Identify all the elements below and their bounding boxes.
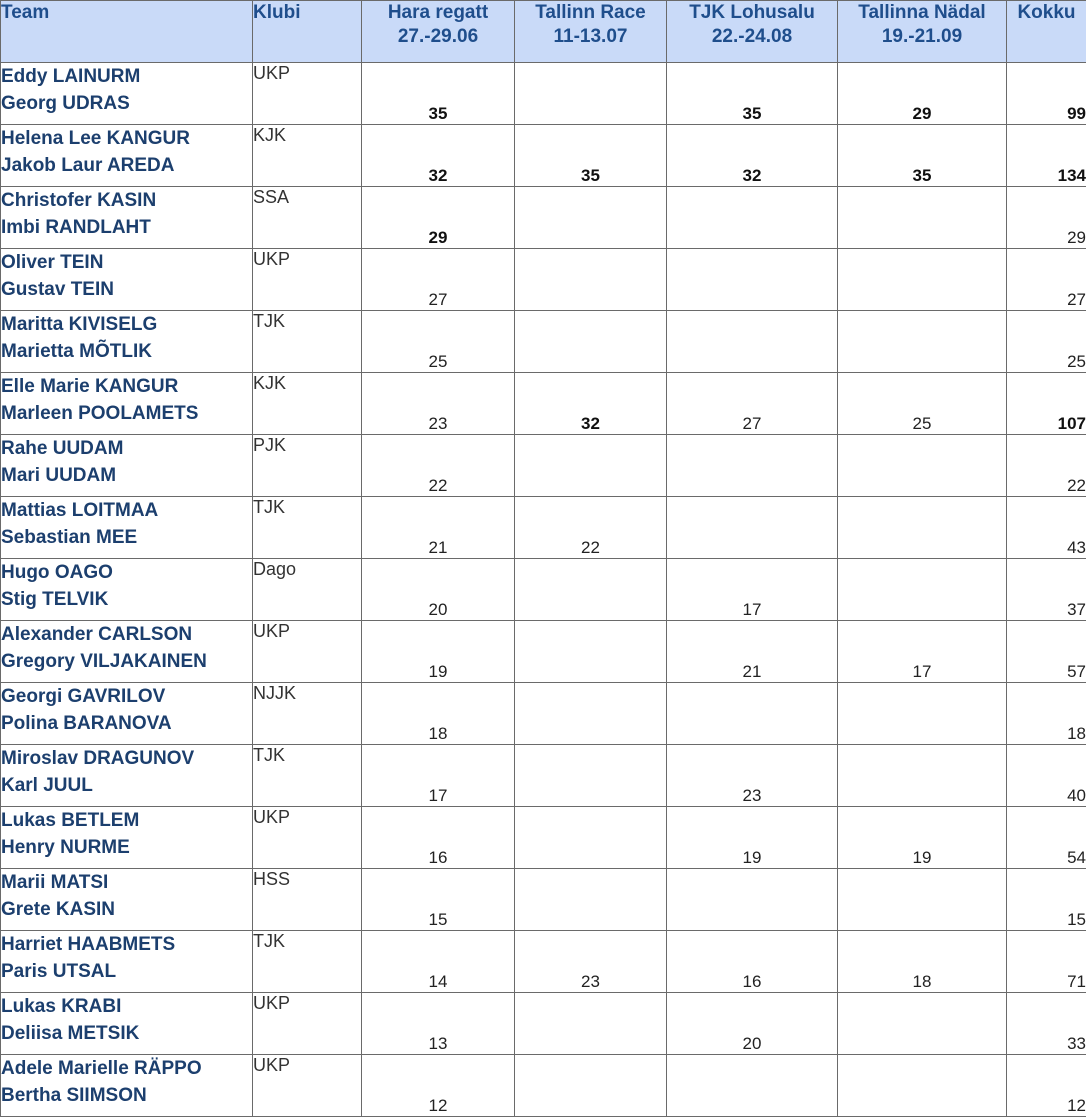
score-cell [515, 249, 667, 311]
sailor-name: Mattias LOITMAA [1, 500, 159, 521]
score-cell: 17 [362, 745, 515, 807]
sailor-name: Gustav TEIN [1, 279, 114, 300]
sailor-name: Oliver TEIN [1, 252, 104, 273]
score-cell: 35 [362, 63, 515, 125]
sailor-name: Alexander CARLSON [1, 624, 193, 645]
table-row [1, 993, 1086, 1055]
score-cell: 27 [667, 373, 838, 435]
team-cell [1, 435, 253, 497]
sailor-name: Eddy LAINURM [1, 66, 141, 87]
sailor-name: Deliisa METSIK [1, 1023, 140, 1044]
total-cell: 12 [1007, 1055, 1086, 1117]
score-cell: 19 [667, 807, 838, 869]
sailor-name: Marii MATSI [1, 872, 109, 893]
club-cell: PJK [253, 435, 362, 497]
score-cell [667, 187, 838, 249]
club-cell: KJK [253, 125, 362, 187]
score-cell: 25 [838, 373, 1007, 435]
team-cell [1, 311, 253, 373]
score-cell: 13 [362, 993, 515, 1055]
total-cell: 71 [1007, 931, 1086, 993]
score-cell [667, 497, 838, 559]
score-cell: 35 [838, 125, 1007, 187]
team-cell [1, 931, 253, 993]
sailor-name: Georgi GAVRILOV [1, 686, 166, 707]
sailor-name: Marleen POOLAMETS [1, 403, 199, 424]
team-cell [1, 63, 253, 125]
score-cell [838, 745, 1007, 807]
sailor-name: Imbi RANDLAHT [1, 217, 151, 238]
club-cell: UKP [253, 249, 362, 311]
score-cell [838, 993, 1007, 1055]
total-cell: 27 [1007, 249, 1086, 311]
score-cell: 16 [667, 931, 838, 993]
team-cell [1, 745, 253, 807]
table-row [1, 621, 1086, 683]
score-cell [515, 1055, 667, 1117]
table-row [1, 125, 1086, 187]
score-cell: 22 [515, 497, 667, 559]
table-row [1, 249, 1086, 311]
sailor-name: Paris UTSAL [1, 961, 117, 982]
score-cell [838, 497, 1007, 559]
sailor-name: Stig TELVIK [1, 589, 109, 610]
score-cell: 19 [362, 621, 515, 683]
team-cell [1, 869, 253, 931]
score-cell [515, 187, 667, 249]
score-cell [515, 311, 667, 373]
score-cell [515, 559, 667, 621]
table-row [1, 745, 1086, 807]
table-row [1, 373, 1086, 435]
total-cell: 107 [1007, 373, 1086, 435]
total-cell: 18 [1007, 683, 1086, 745]
score-cell [838, 869, 1007, 931]
score-cell: 29 [838, 63, 1007, 125]
club-cell: UKP [253, 1055, 362, 1117]
total-cell: 15 [1007, 869, 1086, 931]
club-cell: HSS [253, 869, 362, 931]
score-cell: 23 [362, 373, 515, 435]
club-cell: UKP [253, 993, 362, 1055]
sailor-name: Georg UDRAS [1, 93, 130, 114]
score-cell [515, 435, 667, 497]
event-column-header-tallinna-nadal [838, 1, 1007, 63]
club-cell: KJK [253, 373, 362, 435]
club-cell: UKP [253, 63, 362, 125]
team-cell [1, 497, 253, 559]
team-cell [1, 373, 253, 435]
sailor-name: Polina BARANOVA [1, 713, 172, 734]
table-row [1, 807, 1086, 869]
team-cell [1, 683, 253, 745]
score-cell: 32 [667, 125, 838, 187]
score-cell [515, 63, 667, 125]
score-cell: 20 [667, 993, 838, 1055]
score-cell: 21 [667, 621, 838, 683]
score-cell [515, 621, 667, 683]
table-row [1, 435, 1086, 497]
event-name: Tallinn Race [535, 2, 646, 23]
score-cell: 15 [362, 869, 515, 931]
sailor-name: Henry NURME [1, 837, 130, 858]
score-cell: 21 [362, 497, 515, 559]
event-name: Hara regatt [387, 2, 489, 23]
table-row [1, 1055, 1086, 1117]
score-cell [515, 993, 667, 1055]
score-cell: 25 [362, 311, 515, 373]
team-cell [1, 249, 253, 311]
sailor-name: Karl JUUL [1, 775, 93, 796]
score-cell [838, 249, 1007, 311]
sailor-name: Helena Lee KANGUR [1, 128, 190, 149]
sailor-name: Maritta KIVISELG [1, 314, 158, 335]
score-cell: 23 [515, 931, 667, 993]
total-cell: 54 [1007, 807, 1086, 869]
score-cell [515, 745, 667, 807]
score-cell: 23 [667, 745, 838, 807]
club-cell: UKP [253, 621, 362, 683]
club-column-header: Klubi [253, 1, 362, 63]
score-cell: 32 [362, 125, 515, 187]
team-column-header: Team [1, 1, 253, 63]
sailor-name: Miroslav DRAGUNOV [1, 748, 195, 769]
total-cell: 25 [1007, 311, 1086, 373]
team-cell [1, 559, 253, 621]
total-cell: 33 [1007, 993, 1086, 1055]
total-cell: 22 [1007, 435, 1086, 497]
club-cell: TJK [253, 745, 362, 807]
team-cell [1, 187, 253, 249]
score-cell [515, 869, 667, 931]
sailor-name: Harriet HAABMETS [1, 934, 176, 955]
sailor-name: Bertha SIIMSON [1, 1085, 147, 1106]
score-cell: 22 [362, 435, 515, 497]
event-dates: 27.-29.06 [397, 26, 479, 47]
club-cell: UKP [253, 807, 362, 869]
sailor-name: Hugo OAGO [1, 562, 113, 583]
total-cell: 57 [1007, 621, 1086, 683]
event-column-header-tjk-lohusalu [667, 1, 838, 63]
score-cell: 17 [667, 559, 838, 621]
team-cell [1, 621, 253, 683]
total-cell: 29 [1007, 187, 1086, 249]
table-row [1, 187, 1086, 249]
score-cell [838, 435, 1007, 497]
team-cell [1, 993, 253, 1055]
event-dates: 19.-21.09 [881, 26, 963, 47]
sailor-name: Mari UUDAM [1, 465, 117, 486]
score-cell [667, 1055, 838, 1117]
club-cell: TJK [253, 931, 362, 993]
club-cell: TJK [253, 497, 362, 559]
score-cell [667, 869, 838, 931]
score-cell [667, 435, 838, 497]
score-cell: 18 [838, 931, 1007, 993]
sailor-name: Marietta MÕTLIK [1, 341, 152, 362]
total-cell: 40 [1007, 745, 1086, 807]
score-cell [838, 311, 1007, 373]
header-row [1, 1, 1086, 63]
score-cell [515, 683, 667, 745]
score-cell: 27 [362, 249, 515, 311]
score-cell: 16 [362, 807, 515, 869]
event-column-header-tallinn-race [515, 1, 667, 63]
score-cell: 18 [362, 683, 515, 745]
sailor-name: Sebastian MEE [1, 527, 138, 548]
sailor-name: Christofer KASIN [1, 190, 157, 211]
score-cell [838, 1055, 1007, 1117]
score-cell: 17 [838, 621, 1007, 683]
total-cell: 37 [1007, 559, 1086, 621]
score-cell [667, 311, 838, 373]
table-row [1, 311, 1086, 373]
score-cell [515, 807, 667, 869]
sailor-name: Elle Marie KANGUR [1, 376, 179, 397]
score-cell: 20 [362, 559, 515, 621]
table-row [1, 63, 1086, 125]
club-cell: Dago [253, 559, 362, 621]
score-cell: 32 [515, 373, 667, 435]
score-cell: 35 [515, 125, 667, 187]
sailor-name: Jakob Laur AREDA [1, 155, 175, 176]
score-cell: 12 [362, 1055, 515, 1117]
score-cell [838, 683, 1007, 745]
event-dates: 22.-24.08 [711, 26, 793, 47]
sailor-name: Lukas BETLEM [1, 810, 140, 831]
total-cell: 134 [1007, 125, 1086, 187]
total-cell: 99 [1007, 63, 1086, 125]
team-cell [1, 125, 253, 187]
table-row [1, 683, 1086, 745]
total-column-header: Kokku [1007, 1, 1086, 63]
sailor-name: Rahe UUDAM [1, 438, 124, 459]
results-body [1, 63, 1086, 1117]
score-cell: 14 [362, 931, 515, 993]
score-cell: 29 [362, 187, 515, 249]
club-cell: TJK [253, 311, 362, 373]
sailor-name: Grete KASIN [1, 899, 116, 920]
score-cell: 19 [838, 807, 1007, 869]
score-cell [838, 187, 1007, 249]
event-dates: 11-13.07 [553, 26, 628, 47]
score-cell [838, 559, 1007, 621]
club-cell: NJJK [253, 683, 362, 745]
table-row [1, 497, 1086, 559]
event-name: Tallinna Nädal [858, 2, 986, 23]
score-cell: 35 [667, 63, 838, 125]
sailor-name: Adele Marielle RÄPPO [1, 1058, 202, 1079]
club-cell: SSA [253, 187, 362, 249]
sailor-name: Lukas KRABI [1, 996, 122, 1017]
team-cell [1, 1055, 253, 1117]
score-cell [667, 683, 838, 745]
score-cell [667, 249, 838, 311]
team-cell [1, 807, 253, 869]
table-row [1, 931, 1086, 993]
event-name: TJK Lohusalu [689, 2, 815, 23]
sailor-name: Gregory VILJAKAINEN [1, 651, 207, 672]
table-row [1, 869, 1086, 931]
total-cell: 43 [1007, 497, 1086, 559]
event-column-header-hara [362, 1, 515, 63]
table-row [1, 559, 1086, 621]
